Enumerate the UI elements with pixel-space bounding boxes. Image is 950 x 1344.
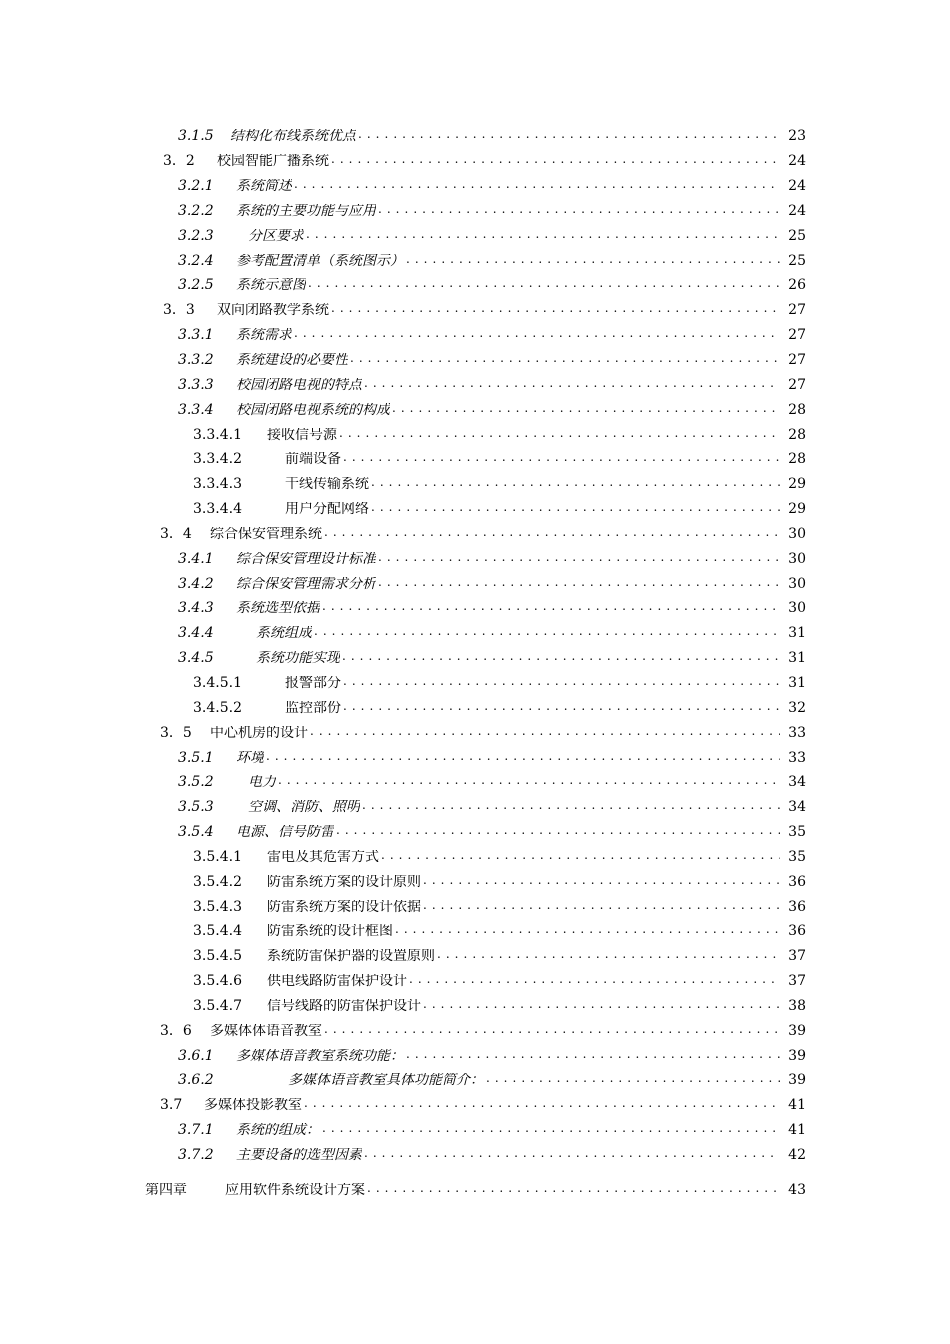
toc-entry-title: 电源、信号防雷 (236, 825, 334, 840)
toc-entry-title: 多媒体投影教室 (204, 1098, 302, 1113)
toc-entry-number: 3.2.5 (178, 278, 214, 293)
toc-entry-title: 结构化布线系统优点 (230, 129, 356, 144)
toc-entry[interactable] (0, 174, 806, 199)
toc-entry-page: 27 (788, 376, 806, 393)
toc-entry[interactable] (0, 422, 806, 447)
toc-dot-leader (378, 577, 780, 591)
toc-entry[interactable] (0, 770, 806, 795)
toc-entry-page: 26 (788, 277, 806, 294)
toc-dot-leader (406, 1049, 780, 1063)
toc-dot-leader (331, 303, 780, 317)
toc-dot-leader (371, 502, 780, 516)
toc-entry[interactable] (0, 323, 806, 348)
toc-entry[interactable] (0, 273, 806, 298)
toc-dot-leader (486, 1073, 780, 1087)
toc-entry-title: 监控部份 (285, 700, 341, 715)
toc-entry-page: 24 (788, 153, 806, 170)
toc-entry-number: 3.1.5 (178, 129, 214, 144)
toc-entry[interactable] (0, 1043, 806, 1068)
toc-entry-page: 23 (788, 128, 806, 145)
toc-entry[interactable] (0, 571, 806, 596)
toc-entry-page: 31 (788, 625, 806, 642)
toc-entry-number: 3.4.5 (178, 651, 214, 666)
toc-entry-number: 3.2.3 (178, 228, 214, 243)
toc-entry[interactable] (0, 969, 806, 994)
toc-dot-leader (395, 924, 780, 938)
toc-entry-page: 33 (788, 749, 806, 766)
toc-entry-title: 信号线路的防雷保护设计 (267, 998, 421, 1013)
toc-entry-title: 系统示意图 (236, 278, 306, 293)
toc-entry-page: 39 (788, 1047, 806, 1064)
toc-entry-number: 3.5.4.3 (193, 899, 242, 914)
toc-entry-number: 3.3.4.2 (193, 452, 242, 467)
toc-entry-title: 综合保安管理系统 (210, 526, 322, 541)
toc-entry[interactable] (0, 348, 806, 373)
toc-entry-number: 3.3.4.3 (193, 477, 242, 492)
toc-entry[interactable] (0, 994, 806, 1019)
toc-dot-leader (358, 129, 780, 143)
toc-entry-number: 3.3.4.1 (193, 427, 242, 442)
toc-entry-number: 3.7.1 (178, 1123, 214, 1138)
toc-entry-page: 32 (788, 699, 806, 716)
toc-entry-number: 3.4.5.2 (193, 700, 242, 715)
toc-dot-leader (294, 179, 780, 193)
toc-dot-leader (378, 204, 780, 218)
toc-entry[interactable] (0, 944, 806, 969)
toc-entry-page: 41 (788, 1122, 806, 1139)
toc-entry[interactable] (0, 869, 806, 894)
toc-entry-title: 系统选型依据 (236, 601, 320, 616)
toc-entry-page: 28 (788, 426, 806, 443)
toc-entry-page: 35 (788, 848, 806, 865)
table-of-contents (0, 124, 950, 1202)
toc-entry[interactable] (0, 720, 806, 745)
toc-entry-page: 36 (788, 873, 806, 890)
toc-entry-title: 校园智能广播系统 (217, 154, 329, 169)
toc-entry-number: 3.6.1 (178, 1048, 214, 1063)
toc-entry[interactable] (0, 1143, 806, 1168)
toc-entry[interactable] (0, 621, 806, 646)
toc-entry-title: 分区要求 (248, 228, 304, 243)
toc-dot-leader (322, 601, 780, 615)
toc-entry-title: 防雷系统方案的设计原则 (267, 874, 421, 889)
toc-entry-page: 27 (788, 327, 806, 344)
toc-entry-number: 3.5.4.5 (193, 949, 242, 964)
toc-dot-leader (409, 974, 780, 988)
toc-dot-leader (392, 403, 780, 417)
toc-entry-title: 干线传输系统 (285, 477, 369, 492)
toc-dot-leader (336, 825, 780, 839)
toc-entry-number: 3．5 (160, 725, 192, 740)
toc-entry-number: 3.5.4.6 (193, 974, 242, 989)
toc-entry-number: 3.5.4.1 (193, 849, 242, 864)
toc-entry-title: 系统需求 (236, 328, 292, 343)
toc-entry-page: 30 (788, 600, 806, 617)
toc-entry-page: 36 (788, 898, 806, 915)
toc-entry[interactable] (0, 795, 806, 820)
toc-dot-leader (423, 999, 780, 1013)
toc-entry-number: 3．6 (160, 1023, 192, 1038)
toc-entry[interactable] (0, 894, 806, 919)
toc-entry-page: 39 (788, 1022, 806, 1039)
toc-entry[interactable] (0, 1018, 806, 1043)
toc-entry-number: 3.5.4.2 (193, 874, 242, 889)
toc-dot-leader (266, 751, 780, 765)
toc-entry-number: 3.5.4 (178, 825, 214, 840)
toc-entry-title: 防雷系统方案的设计依据 (267, 899, 421, 914)
toc-entry-title: 雷电及其危害方式 (267, 849, 379, 864)
toc-dot-leader (331, 154, 780, 168)
toc-entry-page: 37 (788, 973, 806, 990)
toc-entry-number: 3.2.2 (178, 203, 214, 218)
toc-entry[interactable] (0, 695, 806, 720)
toc-dot-leader (406, 254, 780, 268)
toc-entry[interactable] (0, 248, 806, 273)
toc-dot-leader (278, 775, 780, 789)
toc-entry[interactable] (0, 671, 806, 696)
toc-entry-title: 电力 (248, 775, 276, 790)
toc-entry-number: 3.5.4.4 (193, 924, 242, 939)
toc-entry-page: 31 (788, 650, 806, 667)
toc-entry-title: 防雷系统的设计框图 (267, 924, 393, 939)
toc-entry[interactable] (0, 546, 806, 571)
toc-entry-title: 中心机房的设计 (210, 725, 308, 740)
toc-entry-title: 用户分配网络 (285, 502, 369, 517)
toc-entry-title: 多媒体体语音教室 (210, 1023, 322, 1038)
toc-entry-title: 环境 (236, 750, 264, 765)
toc-dot-leader (324, 1024, 780, 1038)
toc-entry-number: 3.4.1 (178, 551, 214, 566)
toc-entry-page: 38 (788, 997, 806, 1014)
toc-entry-page: 34 (788, 774, 806, 791)
toc-dot-leader (339, 428, 780, 442)
toc-entry-title: 系统的主要功能与应用 (236, 203, 376, 218)
toc-dot-leader (343, 452, 780, 466)
toc-dot-leader (437, 949, 780, 963)
toc-dot-leader (423, 875, 780, 889)
toc-entry-title: 主要设备的选型因素 (236, 1148, 362, 1163)
toc-entry-number: 3.2.4 (178, 253, 214, 268)
toc-dot-leader (423, 900, 780, 914)
toc-entry-number: 3.7.2 (178, 1148, 214, 1163)
toc-entry-number: 3.5.3 (178, 800, 214, 815)
toc-entry-page: 30 (788, 550, 806, 567)
toc-entry-title: 校园闭路电视的特点 (236, 377, 362, 392)
toc-entry-number: 3.3.2 (178, 353, 214, 368)
toc-entry[interactable] (0, 522, 806, 547)
toc-entry-page: 33 (788, 724, 806, 741)
toc-entry-title: 综合保安管理设计标准 (236, 551, 376, 566)
toc-dot-leader (381, 850, 780, 864)
toc-entry-page: 39 (788, 1072, 806, 1089)
toc-entry[interactable] (0, 1177, 806, 1202)
toc-entry-title: 综合保安管理需求分析 (236, 576, 376, 591)
toc-entry[interactable] (0, 596, 806, 621)
toc-entry-page: 30 (788, 575, 806, 592)
toc-dot-leader (350, 353, 780, 367)
toc-dot-leader (378, 552, 780, 566)
toc-entry-page: 31 (788, 674, 806, 691)
toc-entry-number: 3.4.4 (178, 626, 214, 641)
toc-dot-leader (343, 701, 780, 715)
toc-entry[interactable] (0, 745, 806, 770)
toc-entry-page: 27 (788, 302, 806, 319)
toc-entry-title: 系统防雷保护器的设置原则 (267, 949, 435, 964)
toc-dot-leader (342, 651, 780, 665)
toc-entry[interactable] (0, 372, 806, 397)
toc-entry-title: 参考配置清单（系统图示） (236, 253, 404, 268)
toc-entry[interactable] (0, 1093, 806, 1118)
toc-dot-leader (306, 229, 780, 243)
toc-entry-title: 空调、消防、照明 (248, 800, 360, 815)
toc-entry-page: 30 (788, 525, 806, 542)
toc-entry[interactable] (0, 447, 806, 472)
toc-entry-title: 前端设备 (285, 452, 341, 467)
toc-entry-page: 28 (788, 451, 806, 468)
toc-entry[interactable] (0, 646, 806, 671)
toc-entry-number: 3.3.3 (178, 377, 214, 392)
toc-entry-title: 供电线路防雷保护设计 (267, 974, 407, 989)
toc-dot-leader (294, 328, 780, 342)
toc-entry[interactable] (0, 1118, 806, 1143)
toc-entry-page: 42 (788, 1147, 806, 1164)
toc-entry[interactable] (0, 820, 806, 845)
toc-entry[interactable] (0, 124, 806, 149)
toc-entry-title: 系统功能实现 (256, 651, 340, 666)
toc-entry-page: 24 (788, 202, 806, 219)
toc-entry[interactable] (0, 844, 806, 869)
toc-entry-number: 3.3.4.4 (193, 502, 242, 517)
toc-entry-number: 3.2.1 (178, 179, 214, 194)
toc-dot-leader (362, 800, 780, 814)
toc-entry-page: 28 (788, 401, 806, 418)
toc-entry-page: 35 (788, 824, 806, 841)
toc-entry-page: 25 (788, 227, 806, 244)
toc-dot-leader (310, 726, 780, 740)
toc-entry-title: 系统简述 (236, 179, 292, 194)
toc-entry[interactable] (0, 298, 806, 323)
toc-entry-title: 应用软件系统设计方案 (225, 1182, 365, 1197)
toc-entry-number: 3．4 (160, 526, 192, 541)
toc-entry[interactable] (0, 472, 806, 497)
toc-entry-page: 29 (788, 476, 806, 493)
toc-dot-leader (308, 278, 780, 292)
toc-entry-title: 系统建设的必要性 (236, 353, 348, 368)
toc-entry-number: 3.3.4 (178, 402, 214, 417)
toc-dot-leader (324, 527, 780, 541)
toc-dot-leader (364, 1148, 780, 1162)
toc-entry-number: 3．2 (163, 154, 195, 169)
toc-entry-title: 双向闭路教学系统 (217, 303, 329, 318)
toc-entry-page: 36 (788, 923, 806, 940)
toc-entry-number: 3.6.2 (178, 1073, 214, 1088)
toc-entry-title: 系统组成 (256, 626, 312, 641)
toc-entry-page: 27 (788, 352, 806, 369)
toc-entry-number: 第四章 (145, 1182, 187, 1197)
toc-entry-page: 25 (788, 252, 806, 269)
toc-entry-page: 34 (788, 799, 806, 816)
toc-dot-leader (343, 676, 780, 690)
toc-entry-number: 3.5.2 (178, 775, 214, 790)
toc-entry[interactable] (0, 199, 806, 224)
toc-entry-title: 报警部分 (285, 675, 341, 690)
toc-entry[interactable] (0, 223, 806, 248)
toc-entry-title: 系统的组成： (236, 1123, 320, 1138)
toc-entry[interactable] (0, 919, 806, 944)
toc-entry-title: 校园闭路电视系统的构成 (236, 402, 390, 417)
toc-entry-number: 3.4.2 (178, 576, 214, 591)
toc-entry-number: 3．3 (163, 303, 195, 318)
toc-entry-number: 3.5.1 (178, 750, 214, 765)
toc-entry-number: 3.7 (160, 1098, 183, 1113)
toc-entry[interactable] (0, 1068, 806, 1093)
toc-dot-leader (364, 378, 780, 392)
toc-dot-leader (304, 1098, 780, 1112)
toc-entry-title: 接收信号源 (267, 427, 337, 442)
toc-entry-page: 24 (788, 178, 806, 195)
toc-entry-title: 多媒体语音教室系统功能： (236, 1048, 404, 1063)
toc-entry-title: 多媒体语音教室具体功能简介： (288, 1073, 484, 1088)
toc-entry[interactable] (0, 397, 806, 422)
toc-entry[interactable] (0, 497, 806, 522)
toc-entry-number: 3.3.1 (178, 328, 214, 343)
toc-entry[interactable] (0, 149, 806, 174)
toc-entry-page: 41 (788, 1097, 806, 1114)
toc-entry-page: 37 (788, 948, 806, 965)
toc-entry-number: 3.4.5.1 (193, 675, 242, 690)
toc-dot-leader (371, 477, 780, 491)
toc-entry-page: 29 (788, 501, 806, 518)
toc-entry-number: 3.5.4.7 (193, 998, 242, 1013)
toc-dot-leader (367, 1183, 780, 1197)
toc-entry-page: 43 (788, 1181, 806, 1198)
toc-dot-leader (322, 1123, 780, 1137)
toc-dot-leader (314, 626, 780, 640)
toc-entry-number: 3.4.3 (178, 601, 214, 616)
